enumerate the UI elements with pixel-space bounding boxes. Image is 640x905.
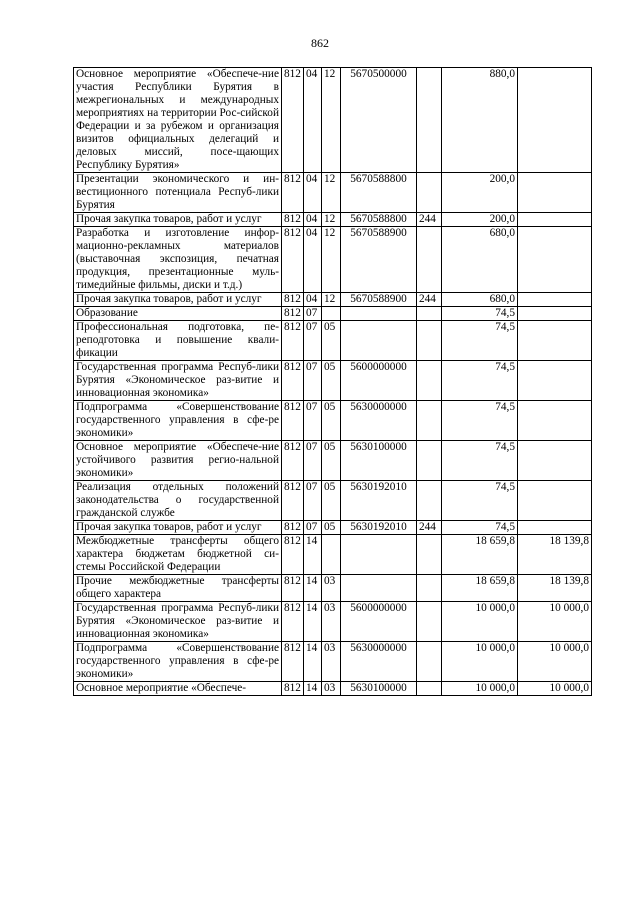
expense-type-code (417, 401, 442, 441)
amount-year-1: 74,5 (442, 361, 518, 401)
ministry-code: 812 (282, 575, 304, 602)
amount-year-1: 200,0 (442, 213, 518, 227)
target-article-code (341, 321, 417, 361)
section-code: 14 (304, 575, 322, 602)
row-name: Прочая закупка товаров, работ и услуг (74, 213, 282, 227)
table-row (74, 321, 592, 361)
subsection-code: 12 (322, 213, 341, 227)
subsection-code: 12 (322, 293, 341, 307)
section-code: 14 (304, 682, 322, 696)
table-row (74, 227, 592, 293)
amount-year-2 (518, 213, 592, 227)
ministry-code: 812 (282, 361, 304, 401)
target-article-code: 5630100000 (341, 441, 417, 481)
subsection-code (322, 307, 341, 321)
expense-type-code (417, 307, 442, 321)
row-name: Прочие межбюджетные трансферты общего характера (74, 575, 282, 602)
subsection-code: 12 (322, 68, 341, 173)
amount-year-2 (518, 481, 592, 521)
ministry-code: 812 (282, 227, 304, 293)
section-code: 07 (304, 521, 322, 535)
amount-year-1: 74,5 (442, 401, 518, 441)
expense-type-code: 244 (417, 521, 442, 535)
table-row (74, 293, 592, 307)
amount-year-2 (518, 361, 592, 401)
subsection-code: 03 (322, 575, 341, 602)
section-code: 07 (304, 321, 322, 361)
target-article-code: 5630192010 (341, 481, 417, 521)
amount-year-2 (518, 307, 592, 321)
table-row (74, 401, 592, 441)
amount-year-2 (518, 321, 592, 361)
subsection-code: 03 (322, 682, 341, 696)
amount-year-1: 10 000,0 (442, 682, 518, 696)
ministry-code: 812 (282, 173, 304, 213)
section-code: 07 (304, 441, 322, 481)
amount-year-1: 10 000,0 (442, 642, 518, 682)
expense-type-code (417, 642, 442, 682)
amount-year-1: 10 000,0 (442, 602, 518, 642)
ministry-code: 812 (282, 535, 304, 575)
amount-year-2 (518, 521, 592, 535)
row-name: Основное мероприятие «Обеспече-ние участия Республики Бурятия в межрегиональных и международных мероприятиях на территории Рос-сийской Федерации и за рубежом и организация визитов официальных делегаций и деловых миссий, посе-щающих Республику Бурятия» (74, 68, 282, 173)
amount-year-2: 18 139,8 (518, 535, 592, 575)
budget-table-body (74, 68, 592, 696)
expense-type-code (417, 481, 442, 521)
expense-type-code: 244 (417, 213, 442, 227)
subsection-code: 03 (322, 642, 341, 682)
expense-type-code (417, 602, 442, 642)
table-row (74, 68, 592, 173)
ministry-code: 812 (282, 307, 304, 321)
row-name: Основное мероприятие «Обеспече- (74, 682, 282, 696)
expense-type-code (417, 361, 442, 401)
amount-year-1: 74,5 (442, 321, 518, 361)
amount-year-2: 18 139,8 (518, 575, 592, 602)
ministry-code: 812 (282, 602, 304, 642)
expense-type-code (417, 441, 442, 481)
row-name: Государственная программа Респуб-лики Бурятия «Экономическое раз-витие и инновационная экономика» (74, 602, 282, 642)
ministry-code: 812 (282, 682, 304, 696)
amount-year-1: 74,5 (442, 481, 518, 521)
amount-year-1: 74,5 (442, 307, 518, 321)
row-name: Подпрограмма «Совершенствование государственного управления в сфе-ре экономики» (74, 401, 282, 441)
table-row (74, 521, 592, 535)
row-name: Прочая закупка товаров, работ и услуг (74, 293, 282, 307)
table-row (74, 307, 592, 321)
table-row (74, 535, 592, 575)
table-row (74, 173, 592, 213)
amount-year-2: 10 000,0 (518, 682, 592, 696)
target-article-code: 5670500000 (341, 68, 417, 173)
page-number: 862 (311, 36, 329, 50)
table-row (74, 682, 592, 696)
row-name: Государственная программа Респуб-лики Бурятия «Экономическое раз-витие и инновационная экономика» (74, 361, 282, 401)
row-name: Подпрограмма «Совершенствование государственного управления в сфе-ре экономики» (74, 642, 282, 682)
section-code: 04 (304, 213, 322, 227)
ministry-code: 812 (282, 481, 304, 521)
row-name: Презентации экономического и ин-вестиционного потенциала Респуб-лики Бурятия (74, 173, 282, 213)
amount-year-1: 880,0 (442, 68, 518, 173)
amount-year-2 (518, 293, 592, 307)
subsection-code: 12 (322, 173, 341, 213)
subsection-code: 05 (322, 521, 341, 535)
ministry-code: 812 (282, 401, 304, 441)
amount-year-1: 74,5 (442, 441, 518, 481)
expense-type-code (417, 227, 442, 293)
row-name: Межбюджетные трансферты общего характера бюджетам бюджетной си-стемы Российской Федерации (74, 535, 282, 575)
table-row (74, 602, 592, 642)
target-article-code: 5670588800 (341, 213, 417, 227)
amount-year-2: 10 000,0 (518, 642, 592, 682)
amount-year-1: 200,0 (442, 173, 518, 213)
subsection-code: 12 (322, 227, 341, 293)
expense-type-code (417, 68, 442, 173)
table-row (74, 642, 592, 682)
row-name: Профессиональная подготовка, пе-реподготовка и повышение квали-фикации (74, 321, 282, 361)
target-article-code: 5670588900 (341, 227, 417, 293)
target-article-code: 5630192010 (341, 521, 417, 535)
section-code: 14 (304, 642, 322, 682)
amount-year-1: 680,0 (442, 293, 518, 307)
subsection-code: 05 (322, 401, 341, 441)
ministry-code: 812 (282, 642, 304, 682)
target-article-code: 5630100000 (341, 682, 417, 696)
subsection-code: 05 (322, 441, 341, 481)
ministry-code: 812 (282, 68, 304, 173)
ministry-code: 812 (282, 321, 304, 361)
amount-year-1: 18 659,8 (442, 575, 518, 602)
row-name: Образование (74, 307, 282, 321)
amount-year-2 (518, 227, 592, 293)
amount-year-2 (518, 401, 592, 441)
table-row (74, 441, 592, 481)
expense-type-code (417, 682, 442, 696)
target-article-code: 5670588900 (341, 293, 417, 307)
table-row (74, 575, 592, 602)
expense-type-code (417, 173, 442, 213)
target-article-code: 5630000000 (341, 642, 417, 682)
target-article-code (341, 535, 417, 575)
amount-year-2 (518, 68, 592, 173)
expense-type-code: 244 (417, 293, 442, 307)
amount-year-2 (518, 173, 592, 213)
subsection-code: 05 (322, 321, 341, 361)
target-article-code: 5630000000 (341, 401, 417, 441)
table-row (74, 213, 592, 227)
ministry-code: 812 (282, 293, 304, 307)
target-article-code: 5600000000 (341, 602, 417, 642)
subsection-code: 05 (322, 361, 341, 401)
amount-year-2: 10 000,0 (518, 602, 592, 642)
amount-year-1: 680,0 (442, 227, 518, 293)
expense-type-code (417, 535, 442, 575)
section-code: 07 (304, 361, 322, 401)
table-row (74, 481, 592, 521)
section-code: 07 (304, 401, 322, 441)
target-article-code: 5600000000 (341, 361, 417, 401)
subsection-code: 05 (322, 481, 341, 521)
section-code: 07 (304, 307, 322, 321)
target-article-code (341, 575, 417, 602)
ministry-code: 812 (282, 213, 304, 227)
row-name: Основное мероприятие «Обеспече-ние устойчивого развития регио-нальной экономики» (74, 441, 282, 481)
budget-table (73, 67, 592, 696)
target-article-code (341, 307, 417, 321)
row-name: Реализация отдельных положений законодательства о государственной гражданской службе (74, 481, 282, 521)
expense-type-code (417, 321, 442, 361)
ministry-code: 812 (282, 521, 304, 535)
target-article-code: 5670588800 (341, 173, 417, 213)
section-code: 04 (304, 173, 322, 213)
amount-year-1: 74,5 (442, 521, 518, 535)
section-code: 04 (304, 227, 322, 293)
section-code: 14 (304, 602, 322, 642)
section-code: 07 (304, 481, 322, 521)
amount-year-1: 18 659,8 (442, 535, 518, 575)
expense-type-code (417, 575, 442, 602)
section-code: 14 (304, 535, 322, 575)
subsection-code (322, 535, 341, 575)
ministry-code: 812 (282, 441, 304, 481)
subsection-code: 03 (322, 602, 341, 642)
row-name: Разработка и изготовление инфор-мационно-рекламных материалов (выставочная экспозиция, печатная продукция, презентационные муль-тимедийные фильмы, диски и т.д.) (74, 227, 282, 293)
section-code: 04 (304, 293, 322, 307)
row-name: Прочая закупка товаров, работ и услуг (74, 521, 282, 535)
table-row (74, 361, 592, 401)
amount-year-2 (518, 441, 592, 481)
section-code: 04 (304, 68, 322, 173)
